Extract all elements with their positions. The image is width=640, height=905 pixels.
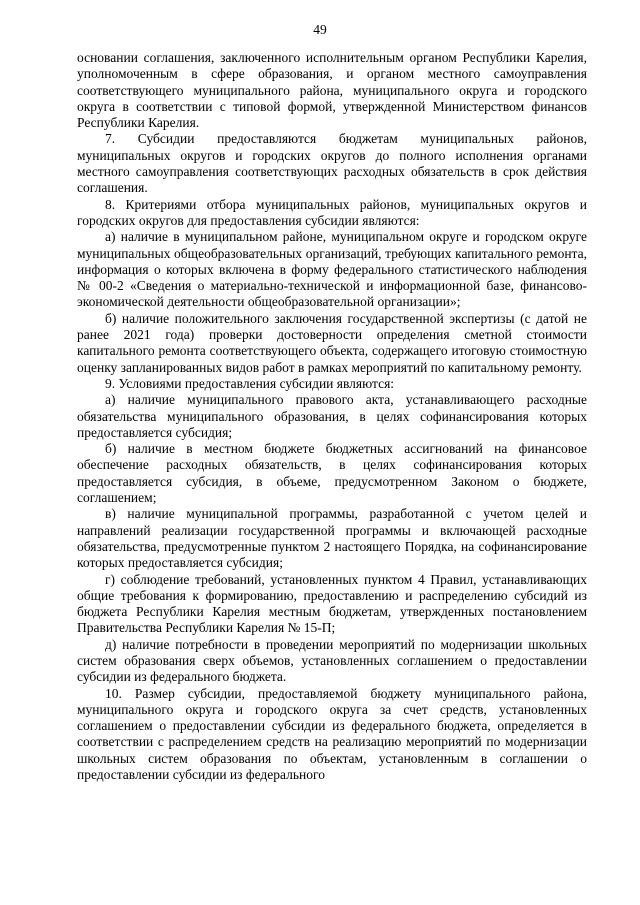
- paragraph-item-7: 7. Субсидии предоставляются бюджетам муниципальных районов, муниципальных округов и городских округов до полного исполнения органами местного самоуправления соответствующих расходных обязательств в срок действия соглашения.: [77, 131, 587, 196]
- paragraph-item-10: 10. Размер субсидии, предоставляемой бюджету муниципального района, муниципального округа и городского округа за счет средств, установленных соглашением о предоставлении субсидии из федерального бюджета, определяется в соответствии с распределением средств на реализацию мероприятий по модернизации школьных систем образования по объектам, установленным в соглашении о предоставлении субсидии из федерального: [77, 685, 587, 783]
- paragraph-item-9b: б) наличие в местном бюджете бюджетных ассигнований на финансовое обеспечение расходных обязательств, в целях софинансирования которых предоставляется субсидия, в объеме, предусмотренном Законом о бюджете, соглашением;: [77, 441, 587, 506]
- paragraph-continuation: основании соглашения, заключенного исполнительным органом Республики Карелия, уполномоченным в сфере образования, и органом местного самоуправления соответствующего муниципального района, муниципального округа и городского округа в соответствии с типовой формой, утвержденной Министерством финансов Республики Карелия.: [77, 50, 587, 131]
- paragraph-item-9d: д) наличие потребности в проведении мероприятий по модернизации школьных систем образования сверх объемов, установленных соглашением о предоставлении субсидии из федерального бюджета.: [77, 636, 587, 685]
- paragraph-item-9: 9. Условиями предоставления субсидии являются:: [105, 375, 395, 391]
- paragraph-item-8b: б) наличие положительного заключения государственной экспертизы (с датой не ранее 2021 года) проверки достоверности определения сметной стоимости капитального ремонта соответствующего объекта, содержащего итоговую стоимостную оценку запланированных видов работ в рамках мероприятий по капитальному ремонту.: [77, 310, 587, 375]
- paragraph-item-8: 8. Критериями отбора муниципальных районов, муниципальных округов и городских округов для предоставления субсидии являются:: [77, 196, 587, 228]
- paragraph-item-8a: а) наличие в муниципальном районе, муниципальном округе и городском округе муниципальных общеобразовательных организаций, требующих капитального ремонта, информация о которых включена в форму федерального статистического наблюдения № 00-2 «Сведения о материально-технической и информационной базе, финансово-экономической деятельности общеобразовательной организации»;: [77, 229, 587, 310]
- page-number: 49: [313, 22, 327, 37]
- paragraph-item-9g: г) соблюдение требований, установленных пунктом 4 Правил, устанавливающих общие требования к формированию, предоставлению и распределению субсидий из бюджета Республики Карелия местным бюджетам, утвержденных постановлением Правительства Республики Карелия № 15-П;: [77, 571, 587, 636]
- paragraph-item-9v: в) наличие муниципальной программы, разработанной с учетом целей и направлений реализации государственной программы и включающей расходные обязательства, предусмотренные пунктом 2 настоящего Порядка, на софинансирование которых предоставляется субсидия;: [77, 506, 587, 571]
- document-body: [77, 50, 587, 783]
- paragraph-item-9a: а) наличие муниципального правового акта, устанавливающего расходные обязательства муниципального образования, в целях софинансирования которых предоставляется субсидия;: [77, 392, 587, 440]
